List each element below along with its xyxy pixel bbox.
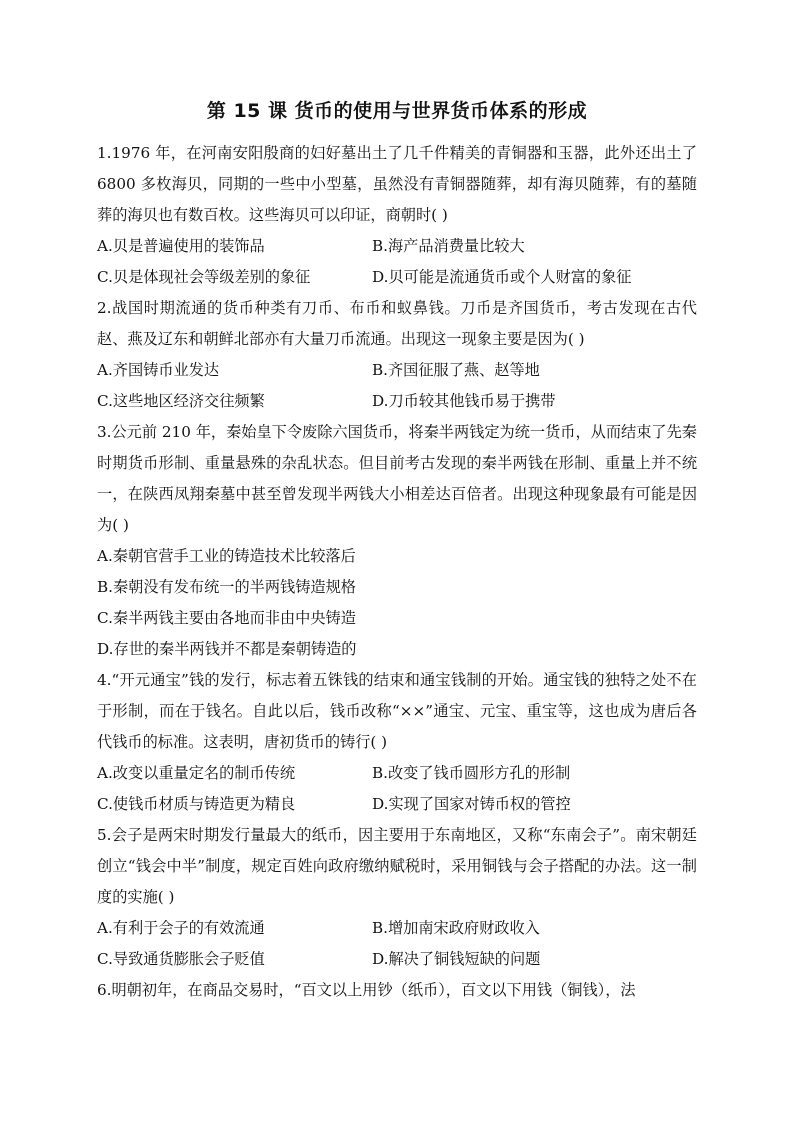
option-a: A.贝是普遍使用的装饰品 [97, 237, 265, 255]
option-group [97, 231, 697, 293]
option-d: D.解决了铜钱短缺的问题 [372, 950, 541, 968]
option-b: B.海产品消费量比较大 [372, 237, 525, 255]
question-stem: 3.公元前 210 年，秦始皇下令废除六国货币，将秦半两钱定为统一货币，从而结束了先秦时期货币形制、重量悬殊的杂乱状态。但目前考古发现的秦半两钱在形制、重量上并不统一，在陕西凤翔秦墓中甚至曾发现半两钱大小相差达百倍者。出现这种现象最有可能是因为( ) [97, 423, 697, 534]
option-b: B.齐国征服了燕、赵等地 [372, 361, 540, 379]
question-stem: 2.战国时期流通的货币种类有刀币、布币和蚁鼻钱。刀币是齐国货币，考古发现在古代赵、燕及辽东和朝鲜北部亦有大量刀币流通。出现这一现象主要是因为( ) [97, 299, 697, 348]
option-group [97, 355, 697, 417]
option-c: C.贝是体现社会等级差别的象征 [97, 268, 311, 286]
option-a: A.改变以重量定名的制币传统 [97, 764, 296, 782]
option-d: D.刀币较其他钱币易于携带 [372, 392, 556, 410]
option-a: A.秦朝官营手工业的铸造技术比较落后 [97, 547, 356, 565]
option-c: C.使钱币材质与铸造更为精良 [97, 795, 296, 813]
option-d: D.存世的秦半两钱并不都是秦朝铸造的 [97, 640, 357, 658]
option-c: C.秦半两钱主要由各地而非由中央铸造 [97, 609, 356, 627]
option-group [97, 913, 697, 975]
option-group [97, 758, 697, 820]
option-d: D.贝可能是流通货币或个人财富的象征 [372, 268, 632, 286]
page-title: 第 15 课 货币的使用与世界货币体系的形成 [206, 100, 588, 122]
option-b: B.增加南宋政府财政收入 [372, 919, 540, 937]
question-stem: 1.1976 年，在河南安阳殷商的妇好墓出土了几千件精美的青铜器和玉器，此外还出土了 6800 多枚海贝，同期的一些中小型墓，虽然没有青铜器随葬，却有海贝随葬，有的墓随葬的海贝也有数百枚。这些海贝可以印证，商朝时( ) [97, 144, 697, 224]
option-a: A.有利于会子的有效流通 [97, 919, 265, 937]
question-stem: 6.明朝初年，在商品交易时，“百文以上用钞（纸币），百文以下用钱（铜钱），法 [97, 981, 636, 999]
option-d: D.实现了国家对铸币权的管控 [372, 795, 571, 813]
option-c: C.导致通货膨胀会子贬值 [97, 950, 265, 968]
option-b: B.秦朝没有发布统一的半两钱铸造规格 [97, 578, 356, 596]
question-stem: 4.“开元通宝”钱的发行，标志着五铢钱的结束和通宝钱制的开始。通宝钱的独特之处不在于形制，而在于钱名。自此以后，钱币改称“××”通宝、元宝、重宝等，这也成为唐后各代钱币的标准。这表明，唐初货币的铸行( ) [97, 671, 697, 751]
question-stem: 5.会子是两宋时期发行量最大的纸币，因主要用于东南地区，又称“东南会子”。南宋朝廷创立“钱会中半”制度，规定百姓向政府缴纳赋税时，采用铜钱与会子搭配的办法。这一制度的实施( ) [97, 826, 697, 906]
question-list [97, 138, 697, 1006]
option-c: C.这些地区经济交往频繁 [97, 392, 265, 410]
option-a: A.齐国铸币业发达 [97, 361, 220, 379]
option-b: B.改变了钱币圆形方孔的形制 [372, 764, 571, 782]
option-group [97, 541, 697, 665]
